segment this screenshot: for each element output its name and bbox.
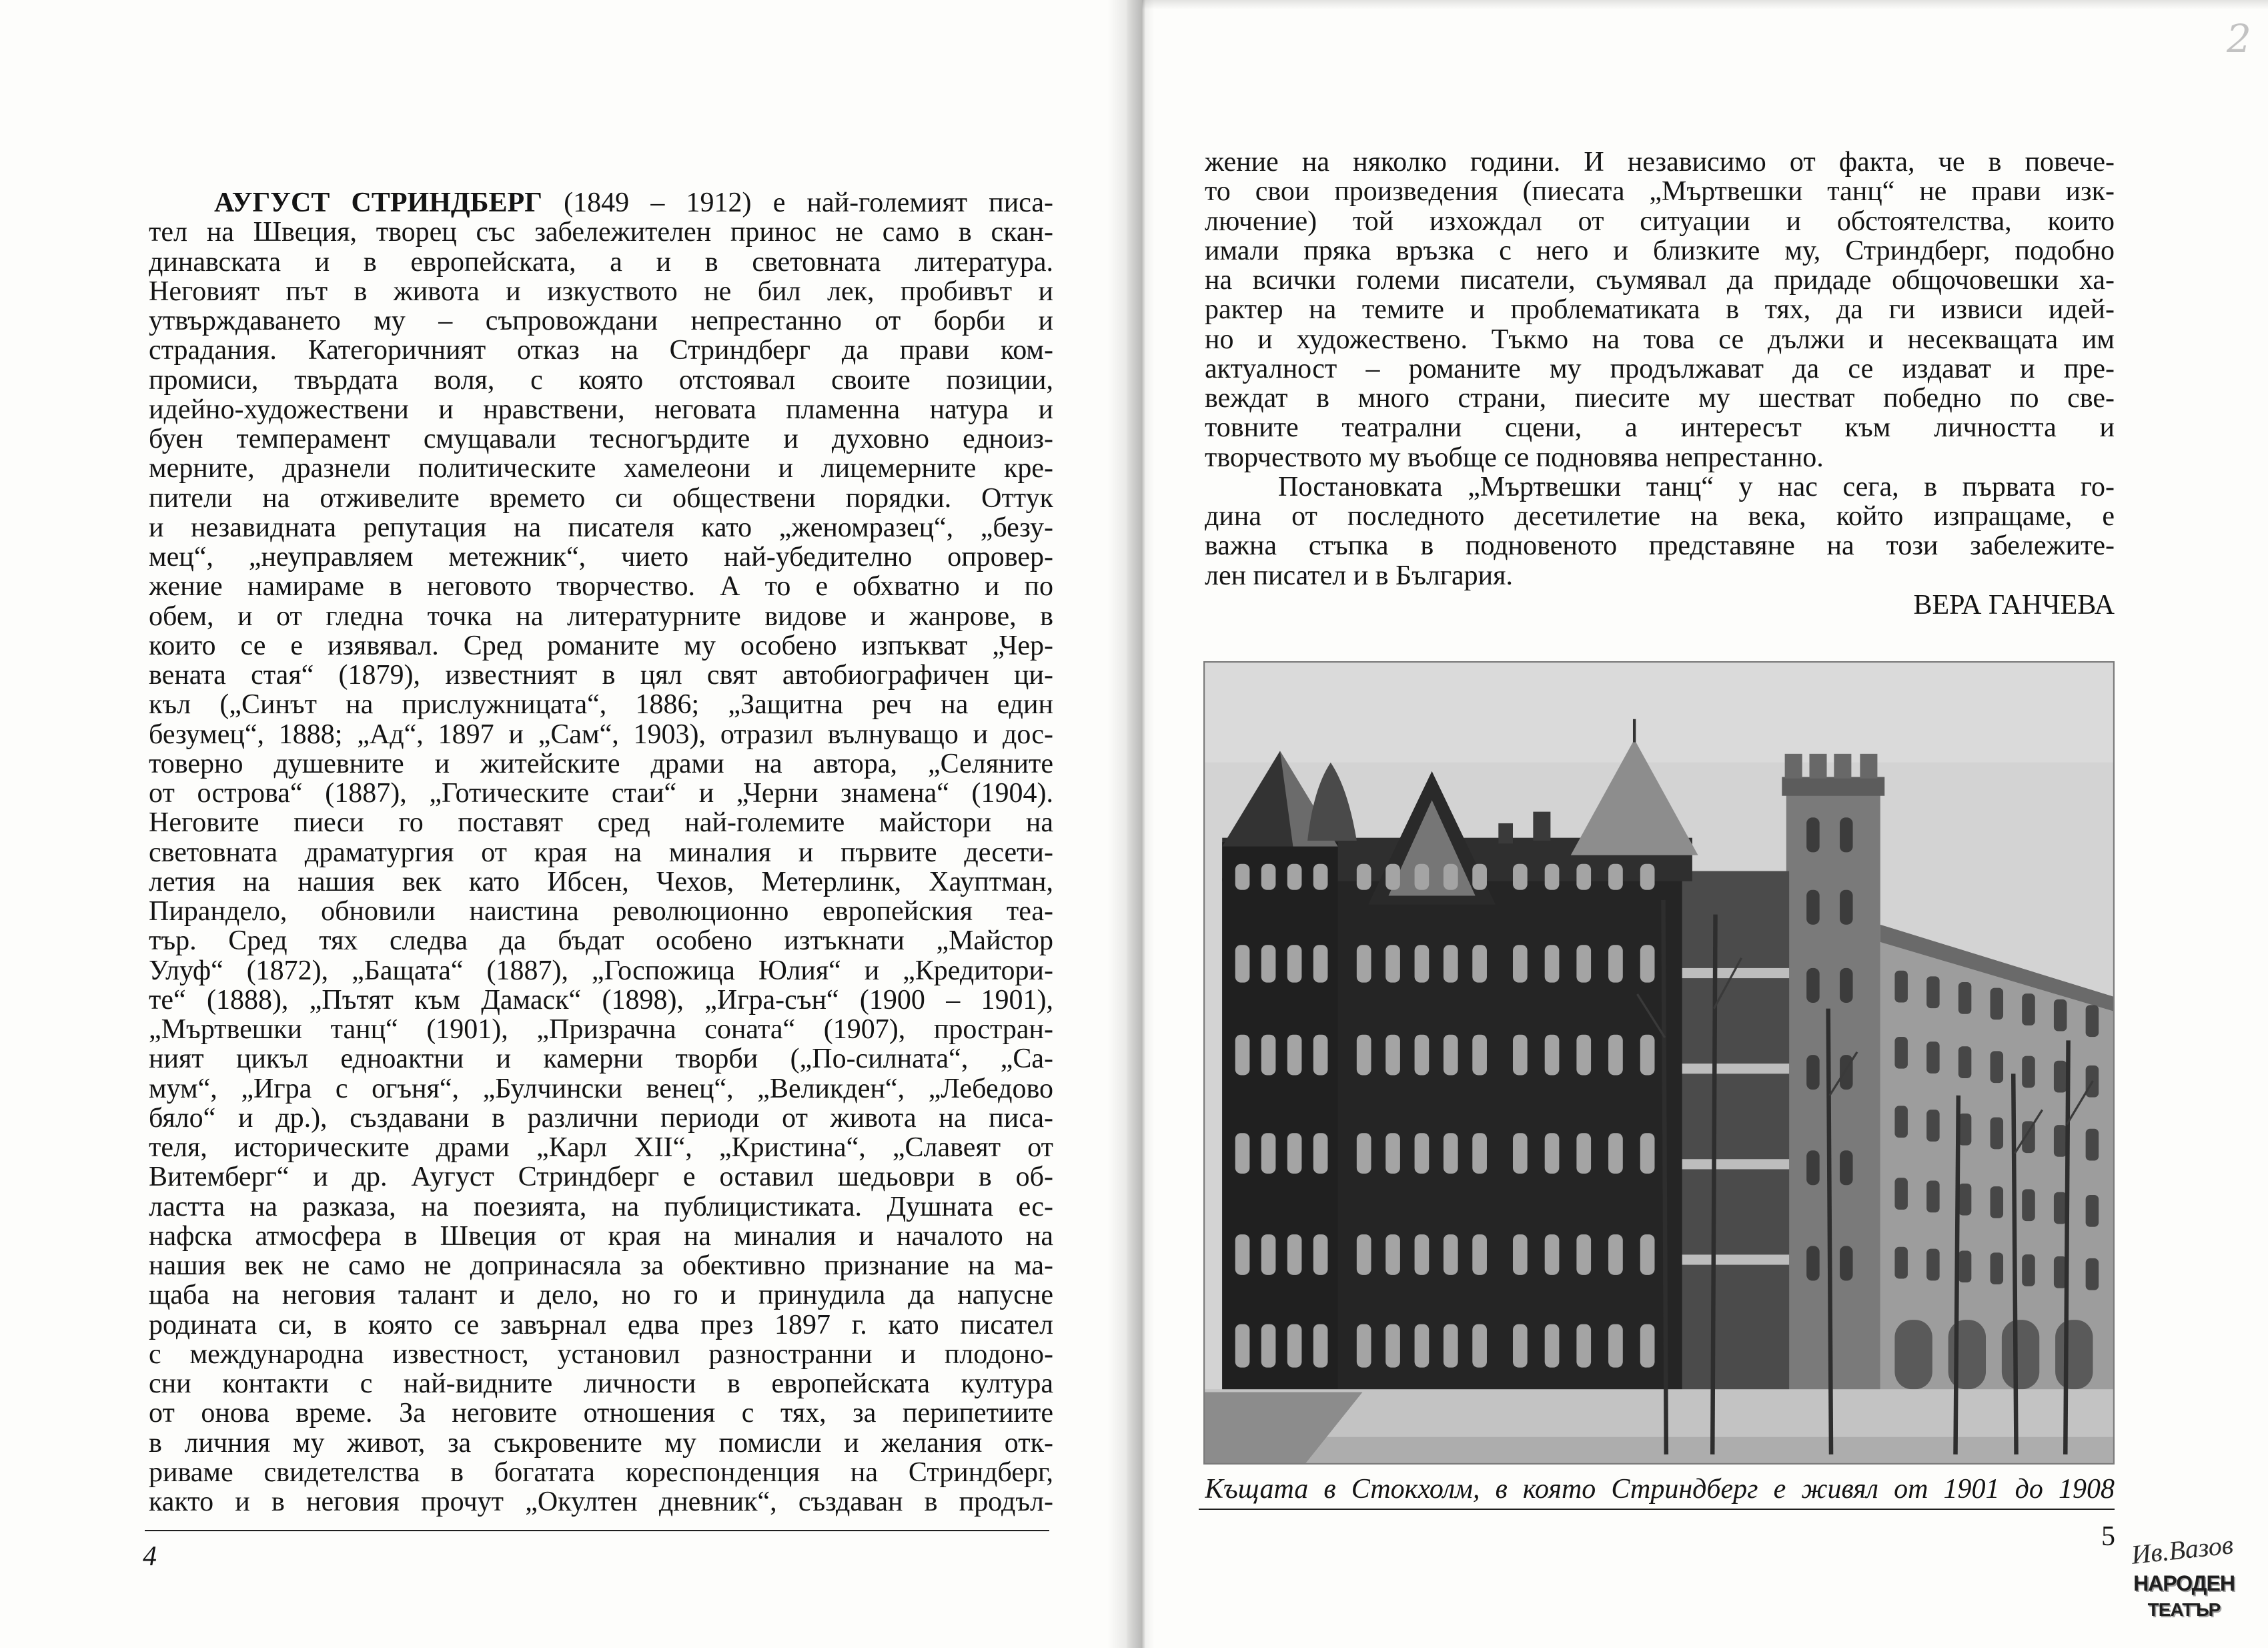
window [1235,945,1250,982]
window [1545,1133,1560,1174]
text-line: бяло“ и др.), създавани в различни периоди от живота на писа- [149,1103,1053,1133]
text-line: сни контакти с най-видните личности в европейската култура [149,1369,1053,1399]
text-line: тел на Швеция, творец със забележителен принос не само в скан- [149,218,1053,248]
text-line: теля, историческите драми „Карл XII“, „Кристина“, „Славеят от [149,1133,1053,1163]
window [1287,864,1302,890]
ground-floor-arch [2002,1320,2039,1389]
window [1608,1133,1623,1174]
window [1472,864,1487,890]
window [1513,864,1528,890]
window [2022,1056,2035,1088]
ground-floor-arch [1948,1320,1986,1389]
window [1926,1181,1940,1213]
window [2086,1258,2099,1290]
window [1444,945,1458,982]
window [1640,1234,1655,1275]
window [1415,1324,1430,1368]
tower-merlon [1860,754,1877,779]
window [1313,864,1328,890]
text-line: идейно-художествени и нравствени, неговата пламенна натура и [149,394,1053,424]
window [1608,945,1623,982]
tower-merlon [1834,754,1851,779]
text-line: мум“, „Игра с огъня“, „Булчински венец“, „Великден“, „Лебедово [149,1074,1053,1104]
window [1415,864,1430,890]
window [1235,864,1250,890]
text-line-rest: (1849 – 1912) е най-големият писа- [564,188,1053,218]
tower-opening [1806,968,1820,1003]
text-line: имали пряка връзка с него и близките му, Стриндберг, подобно [1205,236,2115,266]
photo-caption: Къщата в Стокхолм, в която Стриндберг е живял от 1901 до 1908 [1205,1474,2115,1505]
ground-floor-arch [1894,1320,1932,1389]
window [2022,1254,2035,1286]
window [1513,1324,1528,1368]
text-line: нашия век не само не допринасяла за обективно признание на ма- [149,1251,1053,1281]
window [1640,1133,1655,1174]
window [1313,1133,1328,1174]
window [1313,1035,1328,1076]
foreground [1203,1437,2115,1465]
window [1894,1106,1908,1138]
right-page-body-text [1205,147,2115,590]
text-line: товните театрални сцени, а интересът към личността и [1205,413,2115,443]
window [1608,1324,1623,1368]
text-line: мерните, дразнели политическите хамелеони и лицемерните кре- [149,454,1053,484]
window [1926,1110,1940,1142]
balcony [1678,1254,1789,1264]
window [1415,1234,1430,1275]
text-line: летия на нашия век като Ибсен, Чехов, Метерлинк, Хауптман, [149,867,1053,897]
text-line: щаба на неговия талант и дело, но го и принудила да напусне [149,1280,1053,1310]
window [1385,1133,1400,1174]
balcony-section [1678,871,1789,1392]
ground-floor-arch [2055,1320,2093,1389]
handwritten-page-mark: 2 [2227,16,2251,61]
window [1991,1186,2004,1218]
tree-trunk [2013,1074,2016,1455]
text-line: товерно душевните и житейските драми на автора, „Селяните [149,749,1053,779]
building-photo [1203,661,2115,1465]
text-line: ластта на разказа, на поезията, на публицистиката. Душната ес- [149,1192,1053,1222]
text-line: пители на отживелите времето си обществени порядки. Оттук [149,483,1053,513]
text-line: от острова“ (1887), „Готическите стаи“ и „Черни знамена“ (1904). [149,779,1053,809]
logo-line-1: НАРОДЕН [2133,1571,2235,1595]
text-line: те“ (1888), „Пътят към Дамаск“ (1898), „Игра-сън“ (1900 – 1901), [149,985,1053,1015]
window [1313,1234,1328,1275]
tree-trunk [1712,915,1715,1455]
text-line: страдания. Категоричният отказ на Стриндберг да прави ком- [149,336,1053,366]
window [1576,1133,1591,1174]
text-line-first [149,188,1053,218]
text-line: мец“, „неуправляем метежник“, чието най-убедително опровер- [149,542,1053,572]
window [1545,1234,1560,1275]
text-line: Витемберг“ и др. Аугуст Стриндберг е оставил шедьоври в об- [149,1162,1053,1192]
text-line: дина от последното десетилетие на века, който изпращаме, е [1205,502,2115,532]
window [1261,1234,1276,1275]
text-line: риваме свидетелства в богатата кореспонденция на Стриндберг, [149,1457,1053,1487]
text-line: буен темперамент смущавали тесногърдите и духовно едноиз- [149,424,1053,454]
text-line: с международна известност, установил разностранни и плодоно- [149,1339,1053,1369]
sky-upper [1203,661,2115,763]
text-line: Неговите пиеси го поставят сред най-големите майстори на [149,808,1053,838]
tower-opening [1840,890,1853,925]
window [1385,864,1400,890]
text-line: на всички големи писатели, съумявал да придаде общочовешки ха- [1205,266,2115,296]
tower-opening [1806,1246,1820,1280]
text-line: родината си, в която се завърнал едва през 1897 г. като писател [149,1310,1053,1340]
author-name-lead: АУГУСТ СТРИНДБЕРГ [214,188,542,218]
window [1261,864,1276,890]
text-line: от онова време. За неговите отношения с тях, за перипетиите [149,1398,1053,1428]
window [1545,945,1560,982]
window [1640,1324,1655,1368]
chimney [1533,812,1550,841]
window [1991,1252,2004,1284]
tower-opening [1806,890,1820,925]
window [1926,976,1940,1008]
logo-line-2: ТЕАТЪР [2147,1599,2221,1620]
left-corner-tower [1222,842,1337,1392]
text-line: Пирандело, обновили наистина революционно европейския теа- [149,897,1053,927]
window [1472,1234,1487,1275]
window [1415,1035,1430,1076]
window [1576,945,1591,982]
left-page-body-text [149,188,1053,1517]
window [1894,1037,1908,1069]
window [1472,1133,1487,1174]
text-line: ният цикъл едноактни и камерни творби („По-силната“, „Са- [149,1044,1053,1074]
text-line: творчеството му въобще се подновява непрестанно. [1205,442,1824,472]
window [2054,999,2067,1032]
article-author-signature: ВЕРА ГАНЧЕВА [1913,589,2115,621]
window [1261,945,1276,982]
text-line: Улуф“ (1872), „Бащата“ (1887), „Госпожица Юлия“ и „Кредитори- [149,955,1053,985]
text-line: световната драматургия от края на миналия и първите десети- [149,837,1053,867]
text-line: актуалност – романите му продължават да се издават и пре- [1205,354,2115,384]
window [1287,945,1302,982]
window [1472,1324,1487,1368]
window [1235,1035,1250,1076]
window [1545,1035,1560,1076]
text-line: Неговият път в живота и изкуството не бил лек, пробивът и [149,276,1053,306]
window [1640,1035,1655,1076]
window [2022,1189,2035,1221]
window [1926,1249,1940,1281]
tower-opening [1806,817,1820,852]
text-line: утвърждаването му – съпровождани непрестанно от борби и [149,306,1053,336]
page-number-left: 4 [143,1541,157,1572]
window [1576,864,1591,890]
tree-trunk [1664,900,1666,1455]
tower-opening [1840,1150,1853,1185]
window [1357,864,1371,890]
window [1357,1133,1371,1174]
window [1313,1324,1328,1368]
window [1576,1035,1591,1076]
window [1415,945,1430,982]
window [1926,1042,1940,1074]
window [1513,1234,1528,1275]
window [1385,1234,1400,1275]
tower-opening [1840,817,1853,852]
window [1576,1234,1591,1275]
tree-trunk [1828,1009,1831,1455]
text-line: но и художествено. Тъкмо на това се дължи и несекващата им [1205,324,2115,354]
window [1545,1324,1560,1368]
national-theatre-logo [2126,1529,2242,1641]
window [1287,1133,1302,1174]
window [1513,1035,1528,1076]
window [2086,1005,2099,1037]
window [1576,1324,1591,1368]
footer-rule-left [145,1530,1049,1531]
window [1444,1234,1458,1275]
text-line: жение на няколко години. И независимо от факта, че в повече- [1205,147,2115,177]
text-line: „Мъртвешки танц“ (1901), „Призрачна соната“ (1907), простран- [149,1015,1053,1045]
text-line: вената стая“ (1879), известният в цял свят автобиографичен ци- [149,661,1053,691]
page-number-right: 5 [2101,1521,2115,1552]
window [1385,1035,1400,1076]
window [2054,1061,2067,1093]
window [1385,1324,1400,1368]
window [1608,1234,1623,1275]
window [1385,945,1400,982]
text-line: промиси, твърдата воля, с която отстоявал своите позиции, [149,365,1053,395]
window [1513,945,1528,982]
text-line: веждат в много страни, пиесите му шестват победно по све- [1205,384,2115,414]
window [1313,945,1328,982]
tower-opening [1840,1246,1853,1280]
window [1545,864,1560,890]
text-line: в личния му живот, за съкровените му помисли и желания отк- [149,1428,1053,1458]
text-line: които се е изявявал. Сред романите му особено изпъкват „Чер- [149,631,1053,661]
window [1287,1035,1302,1076]
window [1991,1051,2004,1083]
window [1444,864,1458,890]
text-line: обем, и от гледна точка на литературните видове и жанрове, в [149,601,1053,631]
window [1608,1035,1623,1076]
window [1235,1133,1250,1174]
window [1640,864,1655,890]
page-edge-shadow [1142,0,2268,9]
text-line: лючение) той изхождал от ситуации и обстоятелства, които [1205,206,2115,236]
text-line: рактер на темите и проблематиката в тях, да ги извиси идей- [1205,295,2115,325]
window [2022,993,2035,1025]
window [1357,1234,1371,1275]
tower-opening [1806,1055,1820,1090]
window [1444,1133,1458,1174]
window [1261,1035,1276,1076]
window [1958,1184,1972,1216]
window [1608,864,1623,890]
text-line: къл („Синът на прислужницата“, 1886; „Защитна реч на един [149,690,1053,720]
window [1640,945,1655,982]
window [2054,1125,2067,1157]
text-line: както и в неговия прочут „Окултен дневник“, създаван в продъл- [149,1487,1053,1517]
text-line: тър. Сред тях следва да бъдат особено изтъкнати „Майстор [149,926,1053,956]
window [1287,1234,1302,1275]
window [1415,1133,1430,1174]
window [1472,1035,1487,1076]
window [1894,1247,1908,1279]
window [1472,945,1487,982]
window [1357,1324,1371,1368]
tower-opening [1806,1150,1820,1185]
window [1991,988,2004,1020]
logo-signature: Ив.Вазов [2130,1529,2235,1570]
window [1357,945,1371,982]
window [1991,1118,2004,1150]
window [1357,1035,1371,1076]
text-line: динавската и в европейската, а и в световната литература. [149,247,1053,277]
tree-trunk [1955,1096,1958,1455]
tree-trunk [2065,1040,2068,1454]
window [1513,1133,1528,1174]
text-line: лен писател и в България. [1205,560,1513,590]
chimney [1498,823,1513,843]
window [1958,1046,1972,1078]
window [1894,971,1908,1003]
footer-rule-right [1199,1509,2115,1510]
window [1958,1250,1972,1282]
brick-tower [1786,795,1880,1392]
text-line: Постановката „Мъртвешки танц“ у нас сега, в първата го- [1278,472,2115,502]
tower-merlon [1809,754,1826,779]
text-line: нафска атмосфера в Швеция от края на миналия и началото на [149,1221,1053,1251]
window [1894,1178,1908,1210]
text-line: жение намираме в неговото творчество. А то е обхватно и по [149,572,1053,602]
text-line: и незавидната репутация на писателя като „женомразец“, „безу- [149,512,1053,542]
text-line: важна стъпка в подновеното представяне на този забележите- [1205,531,2115,561]
tower-cornice [1782,777,1884,796]
window [1444,1035,1458,1076]
window [1261,1324,1276,1368]
book-gutter [1107,0,1154,1648]
window [1444,1324,1458,1368]
text-line: безумец“, 1888; „Ад“, 1897 и „Сам“, 1903), отразил вълнуващо и дос- [149,719,1053,749]
tower-merlon [1785,754,1802,779]
window [1235,1324,1250,1368]
text-line: то свои произведения (пиесата „Мъртвешки танц“ не прави изк- [1205,177,2115,207]
balcony [1678,1064,1789,1074]
window [2086,1129,2099,1161]
window [1261,1133,1276,1174]
tower-opening [1840,968,1853,1003]
window [1287,1324,1302,1368]
window [1235,1234,1250,1275]
balcony [1678,1159,1789,1169]
window [1958,982,1972,1014]
window [2086,1195,2099,1227]
